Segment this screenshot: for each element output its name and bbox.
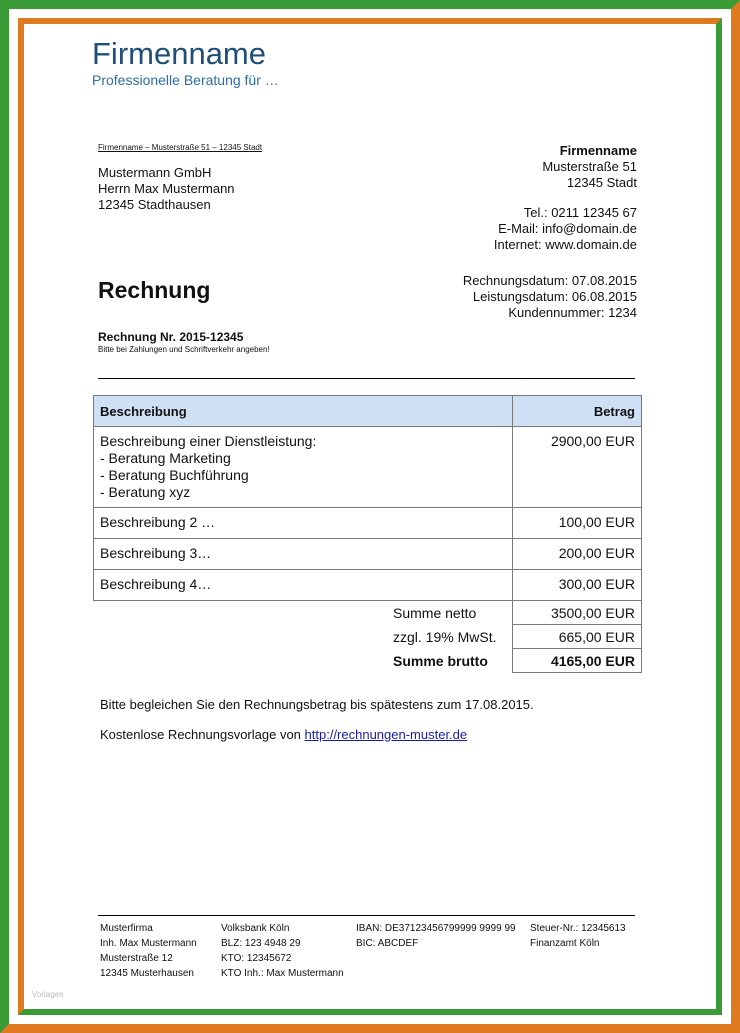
sender-name: Firmenname — [559, 143, 637, 158]
footer-line: 12345 Musterhausen — [100, 968, 194, 979]
table-header-row — [94, 396, 642, 427]
table-row — [94, 427, 642, 508]
footer-line: Steuer-Nr.: 12345613 — [530, 923, 626, 934]
item-amount: 300,00 EUR — [513, 570, 642, 601]
item-line: Beschreibung einer Dienstleistung: — [100, 433, 317, 449]
net-label: Summe netto — [393, 604, 477, 621]
footer-divider — [98, 915, 635, 916]
sender-return-line: Firmenname – Musterstraße 51 – 12345 Stadt — [98, 143, 263, 152]
footer-bank — [221, 921, 344, 981]
sender-phone: Tel.: 0211 12345 67 — [523, 205, 637, 220]
sender-street: Musterstraße 51 — [542, 159, 637, 174]
gross-label: Summe brutto — [393, 652, 488, 669]
line-items-table — [93, 395, 642, 601]
column-header-description: Beschreibung — [94, 396, 513, 427]
company-tagline: Professionelle Beratung für … — [92, 72, 279, 88]
vat-value: 665,00 EUR — [513, 625, 642, 649]
footer-line: KTO: 12345672 — [221, 953, 292, 964]
item-description — [94, 508, 513, 539]
item-line: Beschreibung 3… — [100, 545, 212, 561]
footer-tax — [530, 921, 626, 951]
vat-label: zzgl. 19% MwSt. — [393, 628, 497, 645]
footer-line: Musterstraße 12 — [100, 953, 173, 964]
invoice-hint: Bitte bei Zahlungen und Schriftverkehr angeben! — [98, 345, 270, 354]
item-amount: 100,00 EUR — [513, 508, 642, 539]
table-row — [94, 508, 642, 539]
item-line: - Beratung Buchführung — [100, 467, 249, 483]
item-amount: 200,00 EUR — [513, 539, 642, 570]
sender-email: E-Mail: info@domain.de — [498, 221, 637, 236]
payment-note: Bitte begleichen Sie den Rechnungsbetrag bis spätestens zum 17.08.2015. — [100, 697, 534, 712]
footer-line: BIC: ABCDEF — [356, 938, 419, 949]
customer-number: Kundennummer: 1234 — [508, 305, 637, 320]
footer-line: IBAN: DE37123456799999 9999 99 — [356, 923, 516, 934]
sender-city: 12345 Stadt — [566, 175, 637, 190]
footer-company — [100, 921, 197, 981]
credit-text: Kostenlose Rechnungsvorlage von — [100, 727, 305, 742]
totals-table — [93, 600, 642, 673]
footer-line: Finanzamt Köln — [530, 938, 600, 949]
invoice-number: Rechnung Nr. 2015-12345 — [98, 330, 244, 344]
recipient-line: Mustermann GmbH — [98, 165, 212, 180]
company-name: Firmenname — [92, 36, 266, 71]
recipient-address — [98, 165, 235, 213]
item-line: Beschreibung 2 … — [100, 514, 216, 530]
gross-value: 4165,00 EUR — [513, 649, 642, 673]
footer-line: BLZ: 123 4948 29 — [221, 938, 301, 949]
divider — [98, 378, 635, 379]
totals-row-net — [93, 601, 642, 625]
credit-line — [100, 727, 467, 742]
footer-line: KTO Inh.: Max Mustermann — [221, 968, 344, 979]
invoice-date: Rechnungsdatum: 07.08.2015 — [462, 273, 637, 288]
service-date: Leistungsdatum: 06.08.2015 — [472, 289, 637, 304]
totals-row-gross — [93, 649, 642, 673]
column-header-amount: Betrag — [513, 396, 642, 427]
recipient-line: 12345 Stadthausen — [98, 197, 211, 212]
sender-address — [494, 143, 637, 253]
item-description — [94, 539, 513, 570]
item-line: - Beratung Marketing — [100, 450, 231, 466]
document-title: Rechnung — [98, 277, 211, 303]
credit-link[interactable]: http://rechnungen-muster.de — [304, 727, 468, 742]
footer-line: Volksbank Köln — [221, 923, 290, 934]
item-description — [94, 427, 513, 508]
sender-web: Internet: www.domain.de — [493, 237, 637, 252]
net-value: 3500,00 EUR — [513, 601, 642, 625]
invoice-meta — [463, 273, 637, 321]
footer-line: Inh. Max Mustermann — [100, 938, 197, 949]
item-amount: 2900,00 EUR — [513, 427, 642, 508]
watermark: Vorlagen — [32, 990, 64, 999]
table-row — [94, 570, 642, 601]
footer-iban — [356, 921, 516, 951]
item-line: Beschreibung 4… — [100, 576, 212, 592]
table-row — [94, 539, 642, 570]
recipient-line: Herrn Max Mustermann — [98, 181, 235, 196]
footer-line: Musterfirma — [100, 923, 153, 934]
item-line: - Beratung xyz — [100, 484, 191, 500]
totals-row-vat — [93, 625, 642, 649]
item-description — [94, 570, 513, 601]
